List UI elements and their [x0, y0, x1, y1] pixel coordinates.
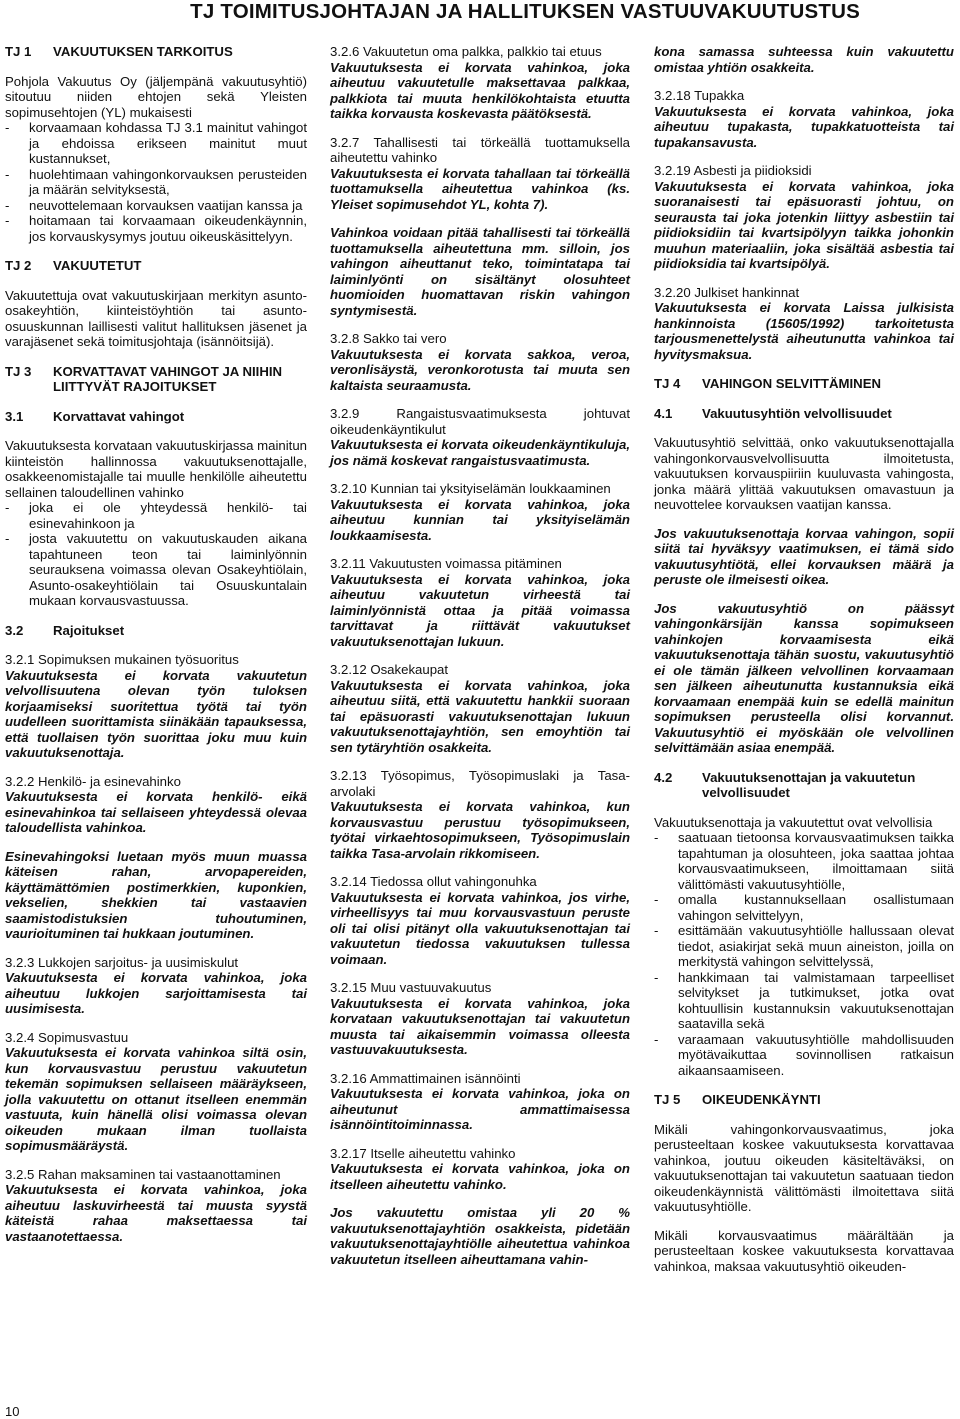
clause-text: Vakuutuksesta ei korvata vahinkoa, joka on itselleen aiheutettu vahinko.: [330, 1161, 630, 1192]
subsection-number: 4.1: [654, 405, 673, 421]
list-item: - varaamaan vakuutusyhtiölle mahdollisuuden myötävaikuttaa sovinnollisen ratkaisun aikaansaamiseen.: [654, 1032, 954, 1079]
clause: [654, 88, 954, 150]
list-item: - joka ei ole yhteydessä henkilö- tai esinevahinkoon ja: [5, 500, 307, 531]
subsection-heading-4-2: [654, 770, 954, 801]
clause-text: kona samassa suhteessa kuin vakuutettu omistaa yhtiön osakkeita.: [654, 44, 954, 75]
subsection-heading-4-1: [654, 406, 954, 422]
clause-heading: 3.2.11 Vakuutusten voimassa pitäminen: [330, 556, 562, 571]
paragraph: Vakuutuksesta korvataan vakuutuskirjassa mainitun kiinteistön hallinnossa vakuutuksenottajalle, osakkeenomistajalle tai muulle henkilölle aiheutettu sellainen taloudellinen vahinko: [5, 438, 307, 500]
clause-text: Jos vakuutusyhtiö on päässyt vahingonkärsijän kanssa sopimukseen vahinkojen korvaamisesta eikä vakuutuksenottaja tähän suostu, vakuutusyhtiö ei ole tämän jälkeen velvollinen korvaamaan sen jälkeen aiheutunutta kustannuksia eikä korvaamaan enempää kuin se edellä mainitun sopimuksen perusteella olisi korvannut. Vakuutusyhtiö ei myöskään ole velvollinen selvittämään asiaa enempää.: [654, 600, 954, 755]
list-item: - neuvottelemaan korvauksen vaatijan kanssa ja: [5, 198, 307, 214]
subsection-number: 3.2: [5, 622, 24, 638]
section-heading-tj5: [654, 1092, 954, 1108]
list-item: - hankkimaan tai valmistamaan tarpeelliset selvitykset ja tutkimukset, jotka ovat kohtuullisin kustannuksin vakuutuksenottajan saatavilla sekä: [654, 970, 954, 1032]
subsection-number: 4.2: [654, 769, 673, 785]
subsection-heading-3-2: [5, 623, 307, 639]
column-3: [654, 44, 954, 1274]
clause-heading: 3.2.15 Muu vastuuvakuutus: [330, 980, 492, 995]
clause-heading: 3.2.14 Tiedossa ollut vahingonuhka: [330, 874, 537, 889]
clause-heading: 3.2.6 Vakuutetun oma palkka, palkkio tai etuus: [330, 44, 602, 59]
clause: [330, 556, 630, 649]
section-title: VAKUUTETUT: [53, 258, 142, 273]
subsection-title: Rajoitukset: [53, 622, 125, 638]
clause-text: Vakuutuksesta ei korvata vahinkoa, joka aiheutuu vakuutetun virheestä tai laiminlyönnistä ottaa ja pitää voimassa tarvittavat ja riittävät vakuutukset vakuutuksenottajan lukuun.: [330, 571, 630, 649]
clause: [5, 774, 307, 836]
clause-text: Vakuutuksesta ei korvata vahinkoa, joka on aiheutunut ammattimaisessa isännöintitoiminnassa.: [330, 1086, 630, 1132]
section-heading-tj2: [5, 258, 307, 274]
clause-heading: 3.2.2 Henkilö- ja esinevahinko: [5, 773, 181, 789]
list-item: - huolehtimaan vahingonkorvauksen perusteiden ja määrän selvityksestä,: [5, 167, 307, 198]
subsection-heading-3-1: [5, 409, 307, 425]
clause: [330, 406, 630, 468]
section-title: VAKUUTUKSEN TARKOITUS: [53, 44, 233, 59]
clause-text: Vakuutuksesta ei korvata vahinkoa, jos virhe, virheellisyys tai muu korvausvastuun peruste oli tai olisi pitänyt olla vakuutuksenottajan tai vakuutetun tiedossa vakuutuksen tullessa voimaan.: [330, 889, 630, 967]
clause-text: Jos vakuutettu omistaa yli 20 % vakuutuksenottajayhtiön osakkeista, pidetään vakuutuksenottajayhtiölle aiheutettua vahinkoa vakuutetun itselleen aiheuttamana vahin-: [330, 1205, 630, 1267]
paragraph: Mikäli vahingonkorvausvaatimus, joka perusteeltaan koskee vakuutuksesta korvattavaa vahinkoa, joutuu oikeuden käsiteltäväksi, on vakuutuksenottajan tai vakuutetun saatuaan tiedon oikeudenkäynnistä välittömästi ilmoitettava siitä vakuutusyhtiölle.: [654, 1121, 954, 1214]
clause-text: Vakuutuksesta ei korvata vahinkoa, joka aiheutuu vakuutetulle maksettavaa palkkaa, palkkiota tai muuta henkilökohtaista etuutta taikka korvausta koskevasta päätöksestä.: [330, 59, 630, 121]
list-item: - omalla kustannuksellaan osallistumaan vahingon selvittelyyn,: [654, 892, 954, 923]
clause: [330, 331, 630, 393]
section-number: TJ 1: [5, 44, 32, 59]
clause: [330, 1146, 630, 1193]
clause-heading: 3.2.5 Rahan maksaminen tai vastaanottaminen: [5, 1166, 281, 1182]
clause-text: Vakuutuksesta ei korvata tahallaan tai törkeällä tuottamuksella aiheutettua vahinkoa (ks. Yleiset sopimusehdot YL, kohta 7).: [330, 165, 630, 212]
clause: [5, 1167, 307, 1245]
page-header: [0, 0, 960, 30]
clause-text: Vakuutuksesta ei korvata Laissa julkisista hankinnoista (15605/1992) tarkoitetusta tarjousmenettelystä aiheutunutta vahinkoa tai hyvitysmaksua.: [654, 300, 954, 362]
section-title: KORVATTAVAT VAHINGOT JA NIIHIN LIITTYVÄT RAJOITUKSET: [53, 363, 283, 394]
list-item: - josta vakuutettu on vakuutuskauden aikana tapahtuneen teon tai laiminlyönnin seurauksena voimassa olevan Osakeyhtiölain, Asunto-osakeyhtiölain tai Osuuskuntalain mukaan korvausvastuussa.: [5, 531, 307, 609]
clause: [330, 481, 630, 543]
list-item: - korvaamaan kohdassa TJ 3.1 mainitut vahingot ja ehdoissa erikseen mainitut muut kustannukset,: [5, 120, 307, 167]
clause: [330, 135, 630, 213]
clause-heading: 3.2.20 Julkiset hankinnat: [654, 284, 800, 300]
page-title: TJ TOIMITUSJOHTAJAN JA HALLITUKSEN VASTUUVAKUUTUSTUS: [190, 0, 860, 23]
clause-text: Vahinkoa voidaan pitää tahallisesti tai törkeällä tuottamuksella aiheutettuna mm. silloin, jos vahingon aiheuttanut teko, toimintatapa tai laiminlyönti on sisältänyt olosuhteet huomioiden huomattavan riskin vahingon syntymisestä.: [330, 225, 630, 318]
clause-heading: 3.2.13 Työsopimus, Työsopimuslaki ja Tasa-arvolaki: [330, 768, 630, 799]
section-number: TJ 4: [654, 376, 681, 391]
clause: [654, 285, 954, 363]
clause-text: Vakuutuksesta ei korvata vahinkoa, joka aiheutuu kunnian tai yksityiselämän loukkaamisesta.: [330, 496, 630, 543]
subsection-title: Korvattavat vahingot: [53, 408, 185, 424]
clause-text: Vakuutuksesta ei korvata vahinkoa siltä osin, kun korvausvastuu perustuu vakuutetun tekemän sopimuksen sellaiseen määräykseen, jolla vakuutettu on ottanut itselleen enemmän vastuuta, kuin hänellä olisi voimassa olevan oikeuden mukaan ilman tuollaista sopimusmääräystä.: [5, 1045, 307, 1153]
clause-text: Vakuutuksesta ei korvata henkilö- eikä esinevahinkoa tai sellaiseen yhteydessä olevaa taloudellista vahinkoa.: [5, 789, 307, 835]
column-2: [330, 44, 630, 1267]
clause: [330, 874, 630, 967]
section-title: OIKEUDENKÄYNTI: [702, 1092, 821, 1107]
section-number: TJ 5: [654, 1092, 681, 1107]
clause: [5, 1030, 307, 1154]
clause-heading: 3.2.16 Ammattimainen isännöinti: [330, 1070, 521, 1086]
clause-heading: 3.2.4 Sopimusvastuu: [5, 1029, 129, 1045]
section-number: TJ 3: [5, 363, 32, 379]
clause-heading: 3.2.3 Lukkojen sarjoitus- ja uusimiskulut: [5, 954, 239, 970]
clause-text: Vakuutuksesta ei korvata vahinkoa, joka korvataan vakuutuksenottajan tai vakuutetun muusta tai aikaisemmin voimassa olleesta vastuuvakuutuksesta.: [330, 995, 630, 1057]
clause-heading: 3.2.12 Osakekaupat: [330, 662, 449, 677]
clause-heading: 3.2.9 Rangaistusvaatimuksesta johtuvat oikeudenkäyntikulut: [330, 406, 630, 437]
clause-text: Vakuutuksesta ei korvata sakkoa, veroa, veronlisäystä, veronkorotusta tai muuta sen kaltaista seuraamusta.: [330, 346, 630, 393]
list: [654, 830, 954, 1078]
subsection-number: 3.1: [5, 408, 24, 424]
clause-text: Vakuutuksesta ei korvata vahinkoa, joka aiheutuu tupakasta, tupakkatuotteista tai tupakansavusta.: [654, 103, 954, 150]
clause-heading: 3.2.18 Tupakka: [654, 88, 745, 103]
clause-text: Vakuutuksesta ei korvata oikeudenkäyntikuluja, jos nämä koskevat rangaistusvaatimusta.: [330, 437, 630, 468]
page-number: 10: [5, 1404, 20, 1419]
clause-text: Vakuutuksesta ei korvata vahinkoa, joka suoranaisesti tai epäsuorasti johtuu, on seurausta tai joka jotenkin liittyy asbestiin tai piidioksidiin tai kvartsipölyyn taikka johonkin muuhun materiaaliin, joka sisältää asbestia tai piidioksidia tai kvartsipölyä.: [654, 178, 954, 271]
clause-text: Vakuutuksesta ei korvata vahinkoa, joka aiheutuu laskuvirheestä tai muusta syystä käteistä rahaa maksettaessa tai vastaanotettaessa.: [5, 1182, 307, 1244]
section-heading-tj4: [654, 376, 954, 392]
column-1: [5, 44, 307, 1244]
clause-text: Vakuutuksesta ei korvata vahinkoa, joka aiheutuu lukkojen sarjoittamisesta tai uusimisesta.: [5, 970, 307, 1016]
section-heading-tj3: [5, 364, 307, 395]
clause: [5, 652, 307, 761]
clause: [330, 768, 630, 861]
clause-text: Jos vakuutuksenottaja korvaa vahingon, sopii siitä tai hyväksyy vaatimuksen, ei tämä sido vakuutusyhtiötä, ellei korvauksen määrä ja peruste ole ilmeisesti oikea.: [654, 525, 954, 587]
paragraph: Vakuutettuja ovat vakuutuskirjaan merkityn asunto-osakeyhtiön, kiinteistöyhtiön tai asunto-osuuskunnan laillisesti valitut hallituksen jäsenet ja varajäsenet sekä toimitusjohtaja (isännöitsijä).: [5, 287, 307, 349]
clause-heading: 3.2.1 Sopimuksen mukainen työsuoritus: [5, 652, 239, 667]
clause-heading: 3.2.19 Asbesti ja piidioksidi: [654, 163, 812, 178]
clause: [654, 163, 954, 272]
paragraph: Pohjola Vakuutus Oy (jäljempänä vakuutusyhtiö) sitoutuu niiden ehtojen sekä Yleisten sopimusehtojen (YL) mukaisesti: [5, 73, 307, 120]
clause: [330, 662, 630, 755]
clause-text: Vakuutuksesta ei korvata vahinkoa, kun korvausvastuu perustuu työsopimukseen, työtai virkaehtosopimukseen, Työsopimuslain taikka Tasa-arvolain rikkomiseen.: [330, 799, 630, 861]
section-number: TJ 2: [5, 258, 32, 273]
clause: [5, 955, 307, 1017]
clause-heading: 3.2.17 Itselle aiheutettu vahinko: [330, 1145, 516, 1161]
clause-heading: 3.2.7 Tahallisesti tai törkeällä tuottamuksella aiheutettu vahinko: [330, 134, 630, 165]
paragraph: Vakuutusyhtiö selvittää, onko vakuutuksenottajalla vahingonkorvausvelvollisuutta ilmoitetusta, vakuutuksen korvauspiiriin kuuluvasta vahingosta, jonka määrä ylittää vakuutuksen omavastuun ja neuvottelee korvauksen vaatijan kanssa.: [654, 435, 954, 512]
list: [5, 120, 307, 244]
list-item: - saatuaan tietoonsa korvausvaatimuksen taikka tapahtuman ja olosuhteen, joka saattaa johtaa korvausvaatimukseen, ilmoittamaan siitä välittömästi vakuutusyhtiölle,: [654, 830, 954, 892]
section-title: VAHINGON SELVITTÄMINEN: [702, 376, 882, 391]
clause-heading: 3.2.10 Kunnian tai yksityiselämän loukkaaminen: [330, 481, 611, 496]
section-heading-tj1: [5, 44, 307, 60]
clause: [330, 44, 630, 122]
clause-text: Vakuutuksesta ei korvata vahinkoa, joka aiheutuu siitä, että vakuutettu hankkii suoraan tai epäsuorasti vakuutuksenottajan lukuun vakuutuksenottajayhtiön, sen emoyhtiön tai sen tytäryhtiön osakkeita.: [330, 677, 630, 755]
list: [5, 500, 307, 609]
paragraph: Mikäli korvausvaatimus määrältään ja perusteeltaan koskee vakuutuksesta korvattavaa vahinkoa, maksaa vakuutusyhtiö oikeuden-: [654, 1227, 954, 1274]
clause-text: Esinevahingoksi luetaan myös muun muassa käteisen rahan, arvopapereiden, käyttämättömien postimerkkien, kuponkien, vekselien, shekkien tai vastaavien saamistodistuksien tuhoutuminen, vaurioituminen tai hukkaan joutuminen.: [5, 848, 307, 941]
list-item: - esittämään vakuutusyhtiölle hallussaan olevat tiedot, asiakirjat sekä muun aineiston, joilla on merkitystä vahingon selvittelyssä,: [654, 923, 954, 970]
clause: [330, 1071, 630, 1133]
clause-heading: 3.2.8 Sakko tai vero: [330, 331, 447, 346]
list-item: - hoitamaan tai korvaamaan oikeudenkäynnin, jos korvauskysymys joutuu oikeuskäsittelyyn.: [5, 213, 307, 244]
clause-text: Vakuutuksesta ei korvata vakuutetun velvollisuutena olevan työn tuloksen korjaamiseksi suoritettua työtä tai työn uudelleen suorittamista siinäkään tapauksessa, että tuollaisen työn suorittaa joku muu kuin vakuutuksenottaja.: [5, 667, 307, 760]
subsection-title: Vakuutusyhtiön velvollisuudet: [702, 405, 892, 421]
paragraph: Vakuutuksenottaja ja vakuutettut ovat velvollisia: [654, 814, 933, 830]
clause: [330, 980, 630, 1058]
subsection-title: Vakuutuksenottajan ja vakuutetun velvollisuudet: [702, 769, 916, 800]
